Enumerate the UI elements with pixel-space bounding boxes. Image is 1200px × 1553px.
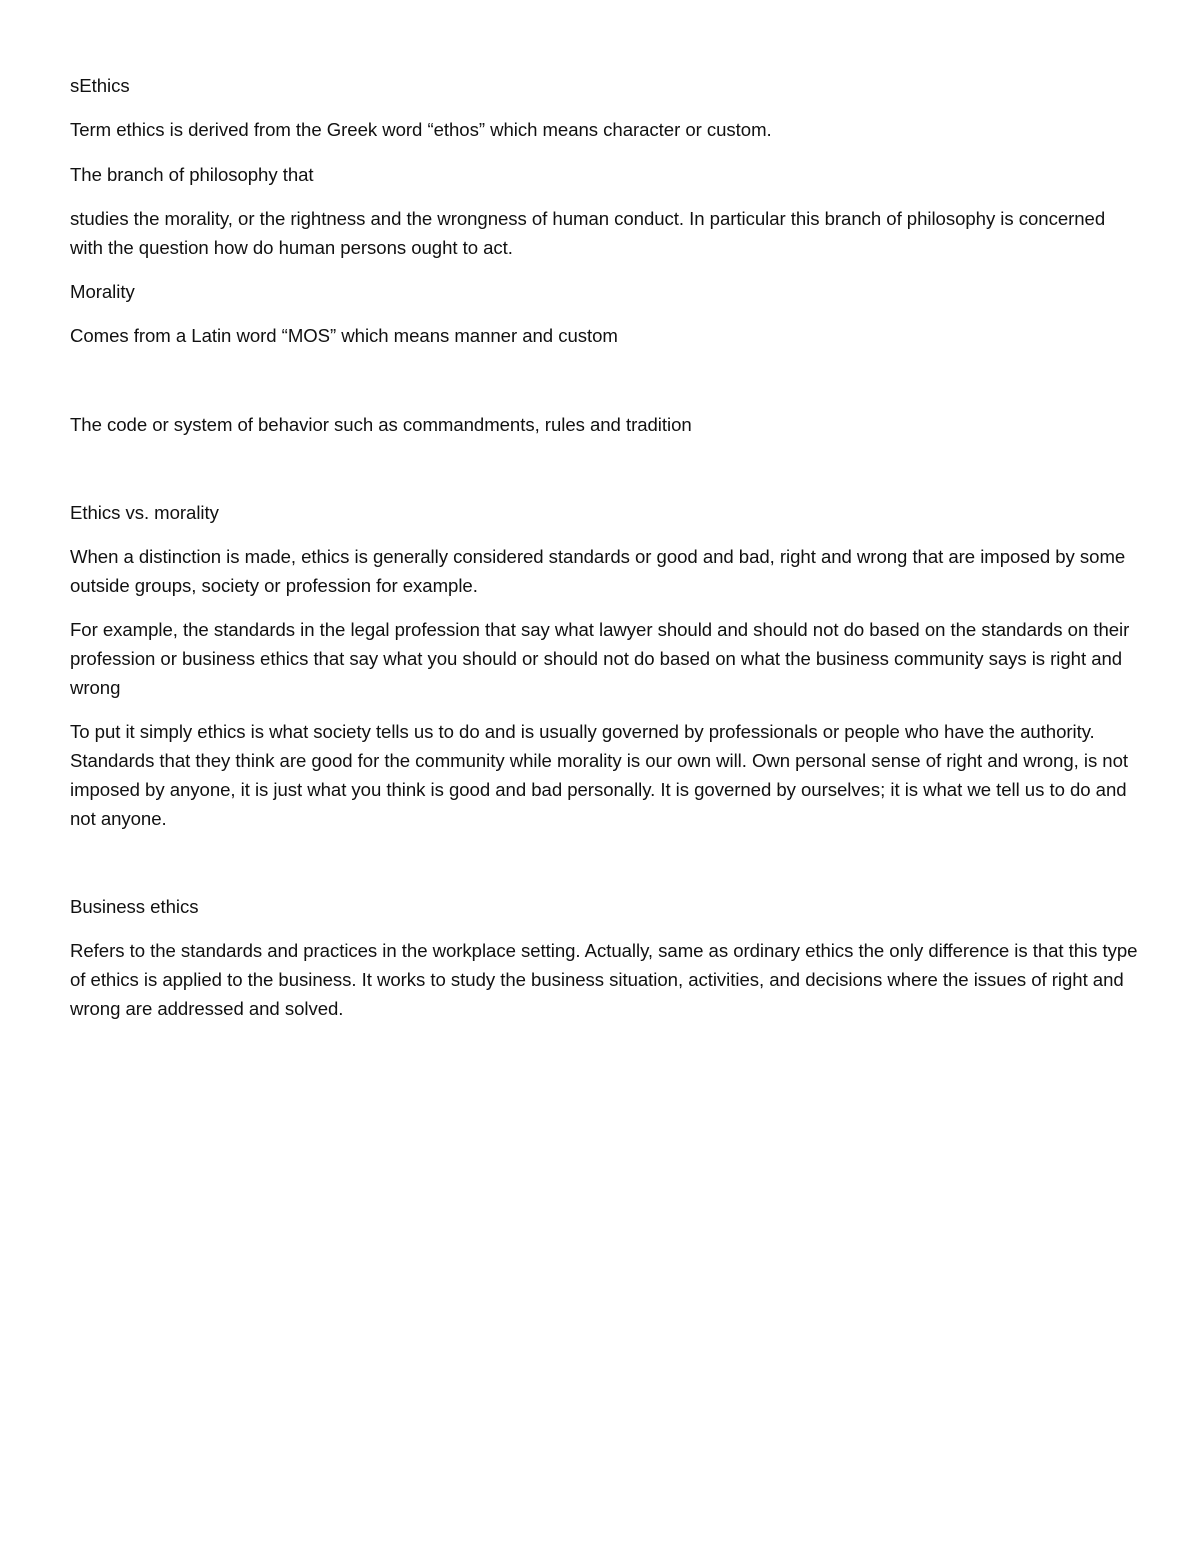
- paragraph-for-example: For example, the standards in the legal profession that say what lawyer should and should not do based on the standards on their profession or business ethics that say what you should or should not do based on what the business community says is right and wrong: [70, 619, 1130, 698]
- document-body: [70, 72, 1140, 1039]
- paragraph-branch-of-philosophy: The branch of philosophy that: [70, 163, 314, 185]
- paragraph-morality-origin: Comes from a Latin word “MOS” which means manner and custom: [70, 325, 618, 347]
- empty-line: [70, 367, 1140, 411]
- paragraph-studies-morality: studies the morality, or the rightness and the wrongness of human conduct. In particular this branch of philosophy is concerned with the question how do human persons ought to act.: [70, 207, 1106, 258]
- heading-ethics-vs-morality: Ethics vs. morality: [70, 501, 219, 523]
- paragraph-simply-put: To put it simply ethics is what society tells us to do and is usually governed by professionals or people who have the authority. Standards that they think are good for the community while morality is our own will. Own personal sense of right and wrong, is not imposed by anyone, it is just what you think is good and bad personally. It is governed by ourselves; it is what we tell us to do and not anyone.: [70, 721, 1129, 829]
- heading-ethics: sEthics: [70, 75, 130, 96]
- paragraph-ethics-origin: Term ethics is derived from the Greek word “ethos” which means character or custom.: [70, 119, 772, 141]
- heading-morality: Morality: [70, 280, 135, 302]
- empty-line: [70, 849, 1140, 893]
- paragraph-code-of-behavior: The code or system of behavior such as commandments, rules and tradition: [70, 413, 692, 435]
- paragraph-distinction: When a distinction is made, ethics is generally considered standards or good and bad, right and wrong that are imposed by some outside groups, society or profession for example.: [70, 546, 1126, 596]
- paragraph-business-ethics-definition: Refers to the standards and practices in the workplace setting. Actually, same as ordinary ethics the only difference is that this type of ethics is applied to the business. It works to study the business situation, activities, and decisions where the issues of right and wrong are addressed and solved.: [70, 940, 1138, 1019]
- heading-business-ethics: Business ethics: [70, 895, 199, 917]
- empty-line: [70, 455, 1140, 499]
